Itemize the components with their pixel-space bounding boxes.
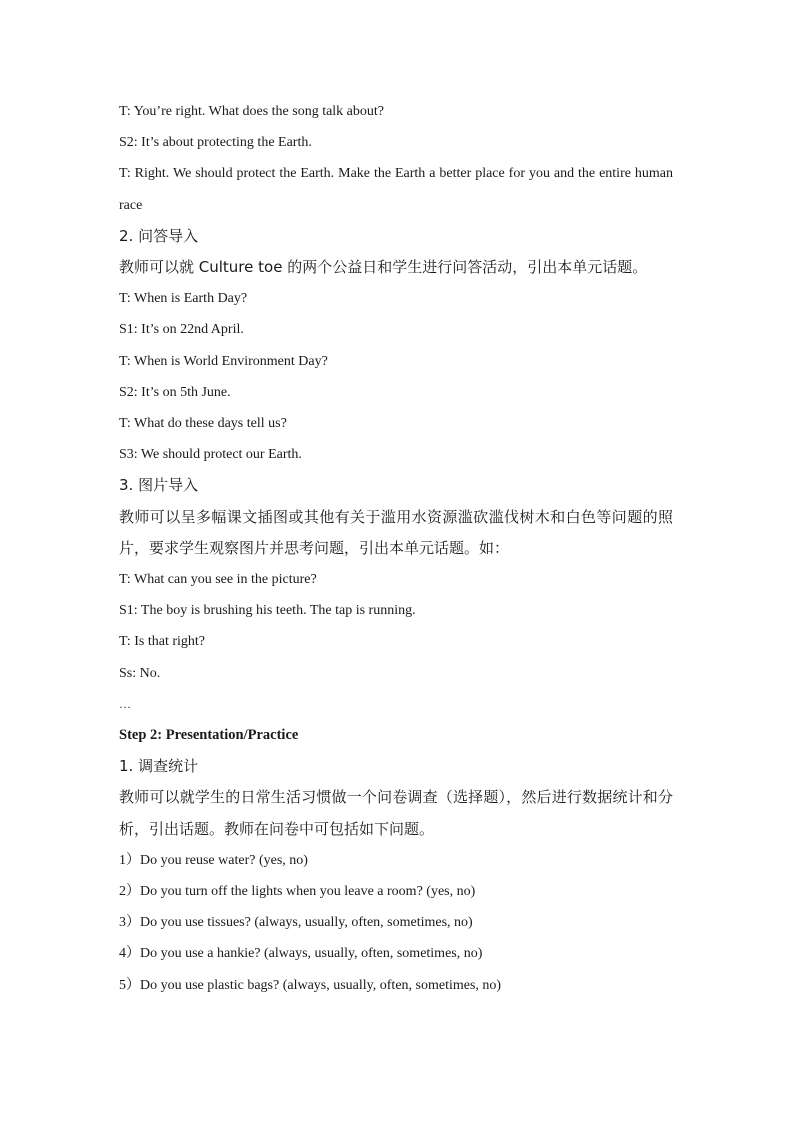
question-item: 4）Do you use a hankie? (always, usually, often, sometimes, no) (119, 946, 483, 962)
dialogue-line: Ss: No. (119, 665, 161, 681)
dialogue-line: S2: It’s on 5th June. (119, 384, 231, 400)
dialogue-line: S2: It’s about protecting the Earth. (119, 135, 312, 151)
document-page (119, 96, 673, 1001)
question-item: 3）Do you use tissues? (always, usually, often, sometimes, no) (119, 915, 473, 931)
question-item: 1）Do you reuse water? (yes, no) (119, 852, 308, 868)
dialogue-line: S1: The boy is brushing his teeth. The tap is running. (119, 603, 416, 619)
question-item: 5）Do you use plastic bags? (always, usually, often, sometimes, no) (119, 977, 502, 993)
instruction-paragraph: 教师可以呈多幅课文插图或其他有关于滥用水资源滥砍滥伐树木和白色等问题的照片，要求学生观察图片并思考问题，引出本单元话题。如： (119, 507, 673, 557)
instruction-paragraph: 教师可以就 Culture toe 的两个公益日和学生进行问答活动，引出本单元话题。 (119, 258, 648, 277)
dialogue-line: T: Right. We should protect the Earth. Make the Earth a better place for you and the entire human race (119, 166, 673, 213)
dialogue-line: T: When is World Environment Day? (119, 353, 328, 369)
dialogue-line: T: When is Earth Day? (119, 291, 248, 307)
dialogue-line: T: What do these days tell us? (119, 416, 287, 432)
section-heading: 1. 调查统计 (119, 757, 199, 776)
dialogue-line: S3: We should protect our Earth. (119, 447, 302, 463)
question-item: 2）Do you turn off the lights when you leave a room? (yes, no) (119, 884, 476, 900)
dialogue-line: S1: It’s on 22nd April. (119, 322, 244, 338)
section-heading: 3. 图片导入 (119, 476, 199, 495)
instruction-paragraph: 教师可以就学生的日常生活习惯做一个问卷调查（选择题），然后进行数据统计和分析，引出话题。教师在问卷中可包括如下问题。 (119, 788, 673, 838)
dialogue-line: T: You’re right. What does the song talk about? (119, 104, 385, 119)
section-heading: 2. 问答导入 (119, 226, 199, 245)
dialogue-line: T: What can you see in the picture? (119, 572, 317, 588)
ellipsis: … (119, 696, 132, 711)
dialogue-line: T: Is that right? (119, 634, 206, 650)
step-heading: Step 2: Presentation/Practice (119, 727, 299, 744)
